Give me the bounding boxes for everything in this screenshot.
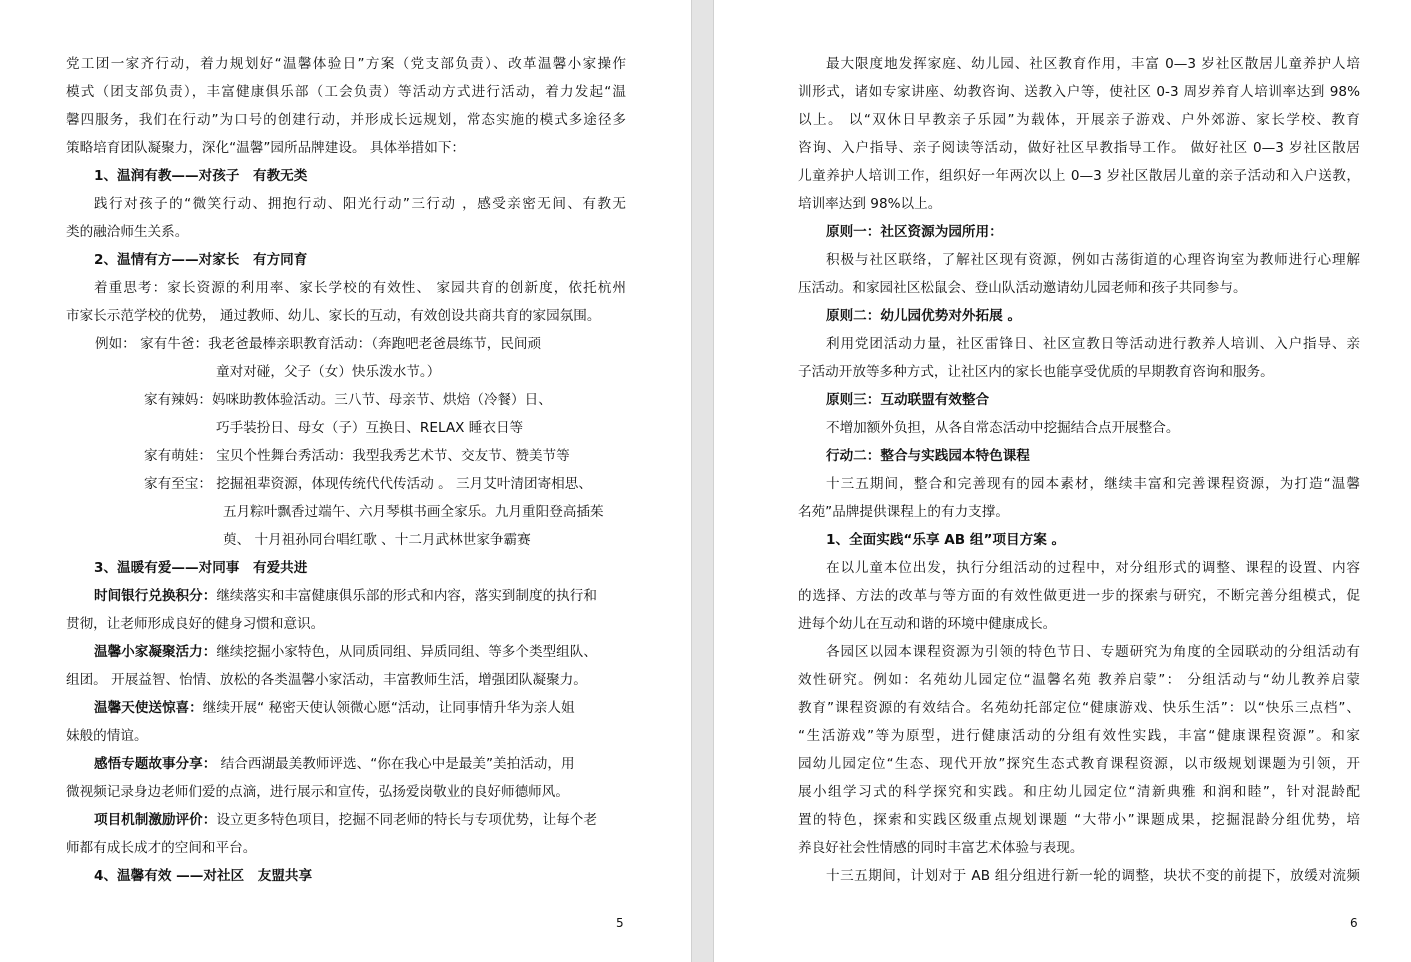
paragraph-line: 家有萌娃： 宝贝个性舞台秀活动：我型我秀艺术节、交友节、赞美节等 [144, 448, 570, 464]
paragraph-line: 在以儿童本位出发，执行分组活动的过程中，对分组形式的调整、课程的设置、内容 [826, 560, 1360, 576]
paragraph-line [66, 638, 626, 666]
section-heading: 3、温暖有爱——对同事 有爱共进 [94, 560, 308, 576]
paragraph-text: 设立更多特色项目，挖掘不同老师的特长与专项优势，让每个老 [216, 812, 597, 828]
paragraph-line: 养良好社会性情感的同时丰富艺术体验与表现。 [798, 840, 1084, 856]
paragraph-line: 教育”课程资源的有效结合。名苑幼托部定位“健康游戏、快乐生活”：以“快乐三点档”、 [798, 700, 1360, 716]
paragraph-text: 继续开展“ 秘密天使认领微心愿“活动，让同事情升华为亲人姐 [202, 700, 575, 716]
paragraph-line [66, 694, 626, 722]
paragraph-line: 萸、 十月祖孙同台唱红歌 、十二月武林世家争霸赛 [223, 532, 531, 548]
paragraph-line: 积极与社区联络，了解社区现有资源，例如古荡街道的心理咨询室为教师进行心理解 [826, 252, 1360, 268]
paragraph-line: 贯彻，让老师形成良好的健身习惯和意识。 [66, 616, 325, 632]
page-number: 5 [616, 916, 624, 930]
section-heading: 2、温情有方——对家长 有方同育 [94, 252, 308, 268]
paragraph-line: 的选择、方法的改革与等方面的有效性做更进一步的探索与研究，不断完善分组模式，促 [798, 588, 1360, 604]
paragraph-line: 培训率达到 98%以上。 [798, 196, 942, 212]
section-heading: 1、温润有教——对孩子 有教无类 [94, 168, 308, 184]
paragraph-line: 馨四服务，我们在行动”为口号的创建行动，并形成长远规划，常态实施的模式多途径多 [66, 112, 626, 128]
run-in-heading: 温馨小家凝聚活力： [94, 644, 217, 660]
paragraph-line: 咨询、入户指导、亲子阅读等活动，做好社区早教指导工作。 做好社区 0—3 岁社区散居 [798, 140, 1360, 156]
paragraph-line: 妹般的情谊。 [66, 728, 148, 744]
paragraph-line: 市家长示范学校的优势， 通过教师、幼儿、家长的互动，有效创设共商共育的家园氛围。 [66, 308, 601, 324]
paragraph-text: 结合西湖最美教师评选、“你在我心中是最美”美拍活动，用 [216, 756, 575, 772]
paragraph-line: 五月粽叶飘香过端午、六月琴棋书画全家乐。九月重阳登高插茱 [223, 504, 604, 520]
paragraph-line: 类的融洽师生关系。 [66, 224, 189, 240]
paragraph-line: 微视频记录身边老师们爱的点滴，进行展示和宣传，弘扬爱岗敬业的良好师德师风。 [66, 784, 569, 800]
paragraph-line: 进每个幼儿在互动和谐的环境中健康成长。 [798, 616, 1057, 632]
run-in-heading: 时间银行兑换积分： [94, 588, 217, 604]
paragraph-line: 不增加额外负担，从各自常态活动中挖掘结合点开展整合。 [826, 420, 1180, 436]
run-in-heading: 感悟专题故事分享： [94, 756, 217, 772]
paragraph-text: 继续挖掘小家特色，从同质同组、异质同组、等多个类型组队、 [216, 644, 597, 660]
document-page-left [0, 0, 691, 962]
section-heading: 1、全面实践“乐享 AB 组”项目方案 。 [826, 532, 1066, 548]
paragraph-line: 园幼儿园定位“生态、现代开放”探究生态式教育课程资源，以市级规划课题为引领，开 [798, 756, 1360, 772]
paragraph-line: 童对对碰，父子（女）快乐泼水节。） [216, 364, 441, 380]
section-heading: 原则三：互动联盟有效整合 [826, 392, 990, 408]
paragraph-line [66, 806, 626, 834]
paragraph-text: 继续落实和丰富健康俱乐部的形式和内容，落实到制度的执行和 [216, 588, 597, 604]
paragraph-line: 组团。 开展益智、怡情、放松的各类温馨小家活动，丰富教师生活，增强团队凝聚力。 [66, 672, 587, 688]
paragraph-line: 效性研究。例如：名苑幼儿园定位“温馨名苑 教养启蒙”： 分组活动与“幼儿教养启蒙 [798, 672, 1360, 688]
paragraph-line: 家有至宝： 挖掘祖辈资源，体现传统代代传活动 。 三月艾叶清团寄相思、 [144, 476, 592, 492]
paragraph-line: 最大限度地发挥家庭、幼儿园、社区教育作用，丰富 0—3 岁社区散居儿童养护人培 [826, 56, 1360, 72]
paragraph-line: 利用党团活动力量，社区雷锋日、社区宣教日等活动进行教养人培训、入户指导、亲 [826, 336, 1360, 352]
paragraph-line: 践行对孩子的“微笑行动、拥抱行动、阳光行动”三行动 ，感受亲密无间、有教无 [94, 196, 626, 212]
paragraph-line: 师都有成长成才的空间和平台。 [66, 840, 257, 856]
document-page-right [714, 0, 1411, 962]
paragraph-line: 置的特色，探索和实践区级重点规划课题 “大带小”课题成果，挖掘混龄分组优势，培 [798, 812, 1360, 828]
section-heading: 4、温馨有效 ——对社区 友盟共享 [94, 868, 313, 884]
paragraph-line: 巧手装扮日、母女（子）互换日、RELAX 睡衣日等 [216, 420, 524, 436]
paragraph-line: 名苑”品牌提供课程上的有力支撑。 [798, 504, 1009, 520]
paragraph-line: 子活动开放等多种方式，让社区内的家长也能享受优质的早期教育咨询和服务。 [798, 364, 1274, 380]
paragraph-line: 以上。 以“双休日早教亲子乐园”为载体，开展亲子游戏、户外郊游、家长学校、教育 [798, 112, 1360, 128]
paragraph-line: 党工团一家齐行动，着力规划好“温馨体验日”方案（党支部负责）、改革温馨小家操作 [66, 56, 626, 72]
paragraph-line: 展小组学习式的科学探究和实践。和庄幼儿园定位“清新典雅 和润和睦”，针对混龄配 [798, 784, 1360, 800]
paragraph-line: “生活游戏”等为原型，进行健康活动的分组有效性实践，丰富“健康课程资源”。和家 [798, 728, 1360, 744]
page-body [798, 50, 1360, 890]
section-heading: 行动二：整合与实践园本特色课程 [826, 448, 1030, 464]
section-heading: 原则一：社区资源为园所用： [826, 224, 1003, 240]
section-heading: 原则二：幼儿园优势对外拓展 。 [826, 308, 1022, 324]
paragraph-line: 模式（团支部负责），丰富健康俱乐部（工会负责）等活动方式进行活动，着力发起“温 [66, 84, 626, 100]
paragraph-line: 各园区以园本课程资源为引领的特色节日、专题研究为角度的全园联动的分组活动有 [826, 644, 1360, 660]
paragraph-line [66, 582, 626, 610]
run-in-heading: 温馨天使送惊喜： [94, 700, 203, 716]
paragraph-line: 儿童养护人培训工作，组织好一年两次以上 0—3 岁社区散居儿童的亲子活动和入户送教， [798, 168, 1360, 184]
run-in-heading: 项目机制激励评价： [94, 812, 217, 828]
paragraph-line: 十三五期间，整合和完善现有的园本素材，继续丰富和完善课程资源，为打造“温馨 [826, 476, 1360, 492]
paragraph-line: 着重思考：家长资源的利用率、家长学校的有效性、 家园共育的创新度，依托杭州 [94, 280, 626, 296]
page-body [66, 50, 626, 890]
paragraph-line: 压活动。和家园社区松鼠会、登山队活动邀请幼儿园老师和孩子共同参与。 [798, 280, 1247, 296]
paragraph-line: 例如： 家有牛爸：我老爸最棒亲职教育活动：（奔跑吧老爸晨练节，民间顽 [95, 336, 542, 352]
page-gutter [691, 0, 714, 962]
paragraph-line [66, 750, 626, 778]
paragraph-line: 十三五期间，计划对于 AB 组分组进行新一轮的调整，块状不变的前提下，放缓对流频 [826, 868, 1360, 884]
page-number: 6 [1350, 916, 1358, 930]
paragraph-line: 家有辣妈：妈咪助教体验活动。三八节、母亲节、烘焙（冷餐）日、 [144, 392, 552, 408]
paragraph-line: 策略培育团队凝聚力，深化“温馨”园所品牌建设。 具体举措如下： [66, 140, 466, 156]
paragraph-line: 训形式，诸如专家讲座、幼教咨询、送教入户等，使社区 0-3 周岁养育人培训率达到 98% [798, 84, 1360, 100]
